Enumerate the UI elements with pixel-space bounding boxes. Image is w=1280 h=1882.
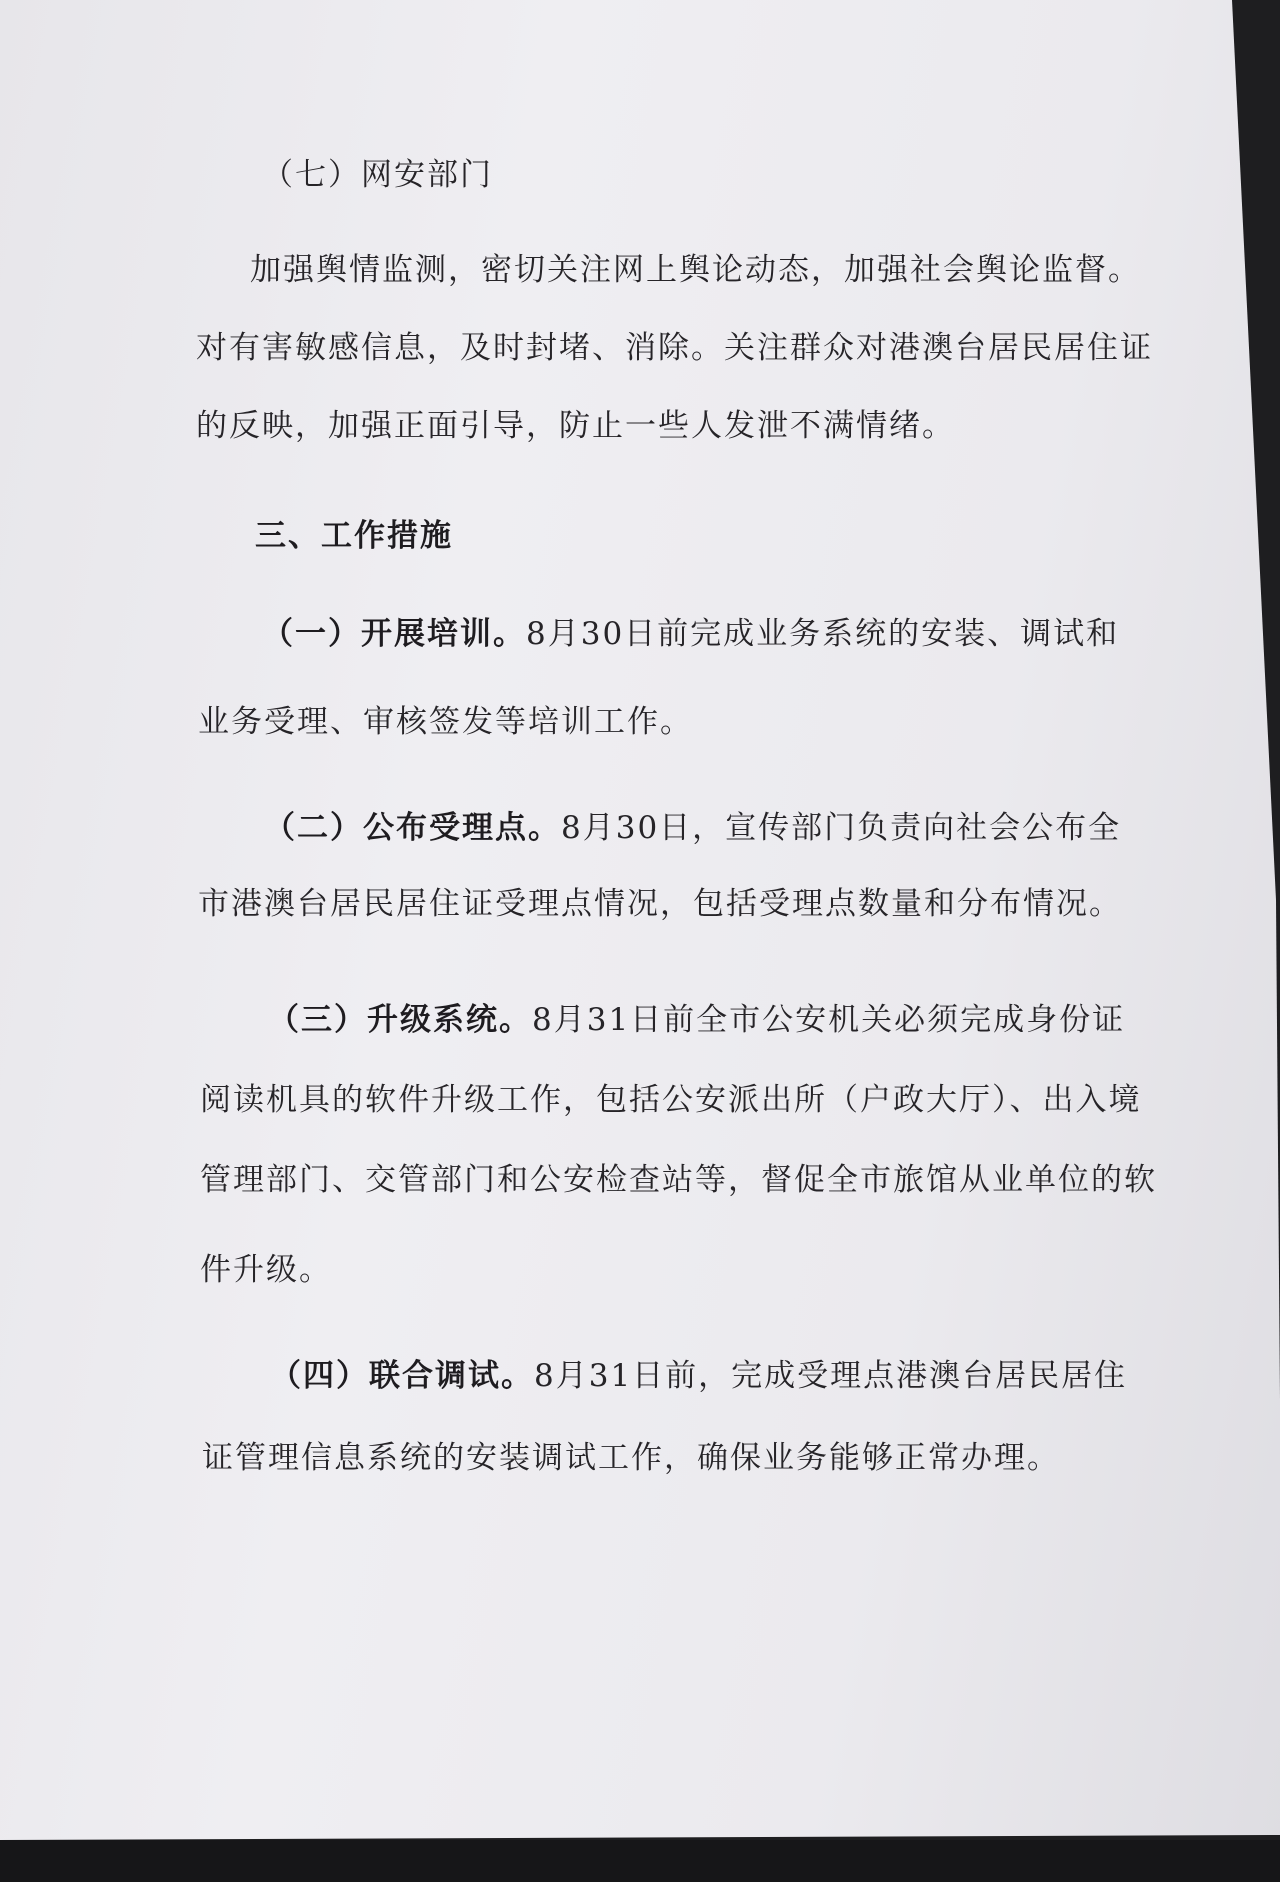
measure-4-text: 8月31日前，完成受理点港澳台居民居住 [534,1358,1128,1394]
background-surface [0,1840,1280,1882]
paragraph-line: 对有害敏感信息，及时封堵、消除。关注群众对港澳台居民居住证 [196,330,1153,366]
measure-2-title: （二）公布受理点。 [264,810,561,846]
paragraph-line: 证管理信息系统的安装调试工作，确保业务能够正常办理。 [202,1440,1060,1476]
measure-4-title: （四）联合调试。 [270,1358,534,1394]
measure-2-text: 8月30日，宣传部门负责向社会公布全 [561,810,1122,846]
measure-3-line-1 [268,1000,1125,1040]
measure-1-title: （一）开展培训。 [262,616,526,652]
measure-3-text: 8月31日前全市公安机关必须完成身份证 [532,1002,1126,1038]
paragraph-line: 业务受理、审核签发等培训工作。 [198,704,693,740]
section-heading-cyber-security: （七）网安部门 [262,157,493,193]
paragraph-line: 加强舆情监测，密切关注网上舆论动态，加强社会舆论监督。 [250,252,1141,288]
paragraph-line: 市港澳台居民居住证受理点情况，包括受理点数量和分布情况。 [198,886,1122,922]
measure-2-line-1 [264,808,1121,848]
measure-4-line-1 [270,1356,1127,1396]
measure-1-text: 8月30日前完成业务系统的安装、调试和 [526,616,1120,652]
measure-1-line-1 [262,614,1119,654]
measure-3-title: （三）升级系统。 [268,1002,532,1038]
paragraph-line: 的反映，加强正面引导，防止一些人发泄不满情绪。 [196,408,955,444]
paragraph-line: 件升级。 [200,1252,332,1288]
section-heading-work-measures: 三、工作措施 [255,518,453,554]
paragraph-line: 阅读机具的软件升级工作，包括公安派出所（户政大厅）、出入境 [200,1082,1142,1118]
paragraph-line: 管理部门、交管部门和公安检查站等，督促全市旅馆从业单位的软 [200,1162,1157,1198]
